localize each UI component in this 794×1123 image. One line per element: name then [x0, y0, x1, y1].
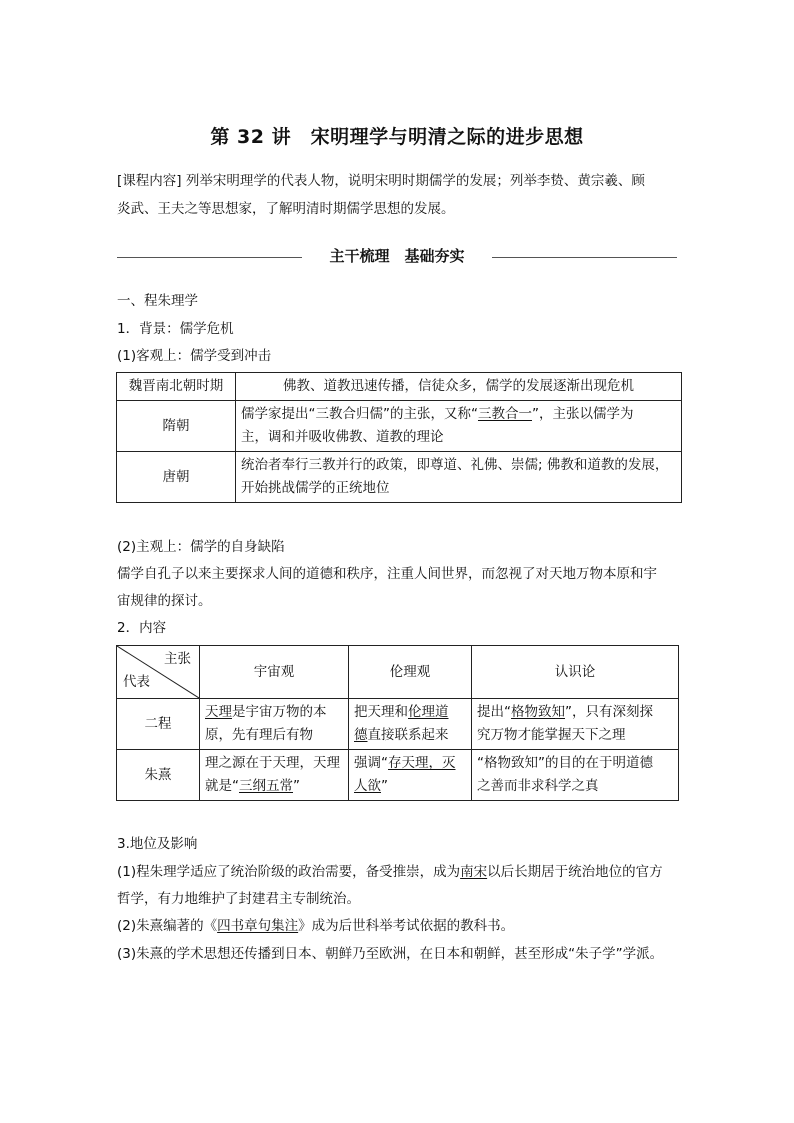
underlined-term: 三纲五常: [239, 778, 293, 794]
table-cell: [200, 750, 349, 801]
underlined-term: 南宋: [460, 864, 488, 880]
subheading-background: 1．背景：儒学危机: [117, 321, 234, 337]
cell-text: 儒学家提出“三教合归儒”的主张，又称“: [241, 406, 478, 422]
corner-label-top: 主张: [164, 651, 191, 667]
cell-text: ”，主张以儒学为: [531, 406, 634, 422]
diagonal-header-cell: [117, 646, 200, 699]
content-table: [116, 645, 679, 801]
cell-text: 究万物才能掌握天下之理: [477, 727, 626, 743]
table-cell: [472, 750, 679, 801]
table-cell-period: 隋朝: [117, 401, 236, 452]
table-header-row: [117, 646, 679, 699]
table-cell: [349, 750, 472, 801]
table-cell-period: 唐朝: [117, 452, 236, 503]
cell-text: 就是“: [205, 778, 239, 794]
table-cell-period: 魏晋南北朝时期: [117, 373, 236, 401]
cell-text: 开始挑战儒学的正统地位: [241, 480, 390, 496]
paragraph-line: (3)朱熹的学术思想还传播到日本、朝鲜乃至欧洲，在日本和朝鲜，甚至形成“朱子学”学派。: [117, 946, 664, 962]
paragraph-line: 哲学，有力地维护了封建君主专制统治。: [117, 891, 360, 907]
table-cell-text: [236, 452, 682, 503]
paragraph-line: [117, 861, 663, 883]
background-table: [116, 372, 682, 503]
course-content-line1: [117, 170, 645, 192]
cell-text: 是宇宙万物的本: [232, 704, 327, 720]
banner-title: 主干梳理 基础夯实: [329, 247, 465, 265]
cell-text: ”，只有深刻探: [565, 704, 653, 720]
column-header: 认识论: [472, 646, 679, 699]
cell-text: 主，调和并吸收佛教、道教的理论: [241, 429, 444, 445]
row-header: 朱熹: [117, 750, 200, 801]
subheading-objective: (1)客观上：儒学受到冲击: [117, 348, 272, 364]
course-content-text1: 列举宋明理学的代表人物，说明宋明时期儒学的发展；列举李贽、黄宗羲、顾: [185, 173, 645, 189]
section-heading-1: 一、程朱理学: [117, 293, 198, 309]
cell-text: 强调“: [354, 755, 388, 771]
paragraph-line: 儒学自孔子以来主要探求人间的道德和秩序，注重人间世界，而忽视了对天地万物本原和宇: [117, 566, 657, 582]
cell-text: 提出“: [477, 704, 511, 720]
underlined-term: 天理: [205, 704, 232, 720]
table-row: [117, 452, 682, 503]
cell-text: 统治者奉行三教并行的政策，即尊道、礼佛、崇儒; 佛教和道教的发展，: [241, 457, 669, 473]
table-row: [117, 401, 682, 452]
paragraph-text: 》成为后世科举考试依据的教科书。: [298, 918, 515, 934]
subheading-subjective: (2)主观上：儒学的自身缺陷: [117, 539, 285, 555]
column-header: 宇宙观: [200, 646, 349, 699]
underlined-term: 格物致知: [511, 704, 565, 720]
cell-text: 把天理和: [354, 704, 408, 720]
cell-text: 原，先有理后有物: [205, 727, 313, 743]
column-header: 伦理观: [349, 646, 472, 699]
table-cell: [349, 699, 472, 750]
cell-text: 直接联系起来: [367, 727, 449, 743]
table-cell: [200, 699, 349, 750]
paragraph-line: [117, 915, 514, 937]
cell-text: 之善而非求科学之真: [477, 778, 599, 794]
cell-text: ”: [293, 778, 300, 794]
banner-divider-right: [492, 257, 677, 258]
underlined-term: 四书章句集注: [217, 918, 299, 934]
underlined-term: 德: [354, 727, 368, 743]
section-banner: [117, 245, 677, 269]
underlined-term: 三教合一: [477, 406, 532, 422]
subheading-status: 3.地位及影响: [117, 836, 198, 852]
underlined-term: 伦理道: [408, 704, 449, 720]
subheading-content: 2．内容: [117, 620, 167, 636]
paragraph-line: 宙规律的探讨。: [117, 593, 212, 609]
table-row: [117, 750, 679, 801]
row-header: 二程: [117, 699, 200, 750]
corner-label-bottom: 代表: [123, 674, 150, 690]
table-row: [117, 699, 679, 750]
paragraph-text: (1)程朱理学适应了统治阶级的政治需要，备受推崇，成为: [117, 864, 461, 880]
paragraph-text: 以后长期居于统治地位的官方: [487, 864, 663, 880]
underlined-term: 存天理，灭: [388, 755, 456, 771]
table-cell-text: 佛教、道教迅速传播，信徒众多，儒学的发展逐渐出现危机: [236, 373, 682, 401]
underlined-term: 人欲: [354, 778, 381, 794]
cell-text: “格物致知”的目的在于明道德: [477, 755, 653, 771]
cell-text: 理之源在于天理，天理: [205, 755, 340, 771]
paragraph-text: (2)朱熹编著的《: [117, 918, 218, 934]
table-cell: [472, 699, 679, 750]
course-content-label: [课程内容]: [117, 173, 182, 189]
table-row: [117, 373, 682, 401]
table-cell-text: [236, 401, 682, 452]
course-content-line2: 炎武、王夫之等思想家，了解明清时期儒学思想的发展。: [117, 201, 455, 217]
cell-text: ”: [381, 778, 388, 794]
page-title: 第 32 讲 宋明理学与明清之际的进步思想: [210, 126, 584, 148]
